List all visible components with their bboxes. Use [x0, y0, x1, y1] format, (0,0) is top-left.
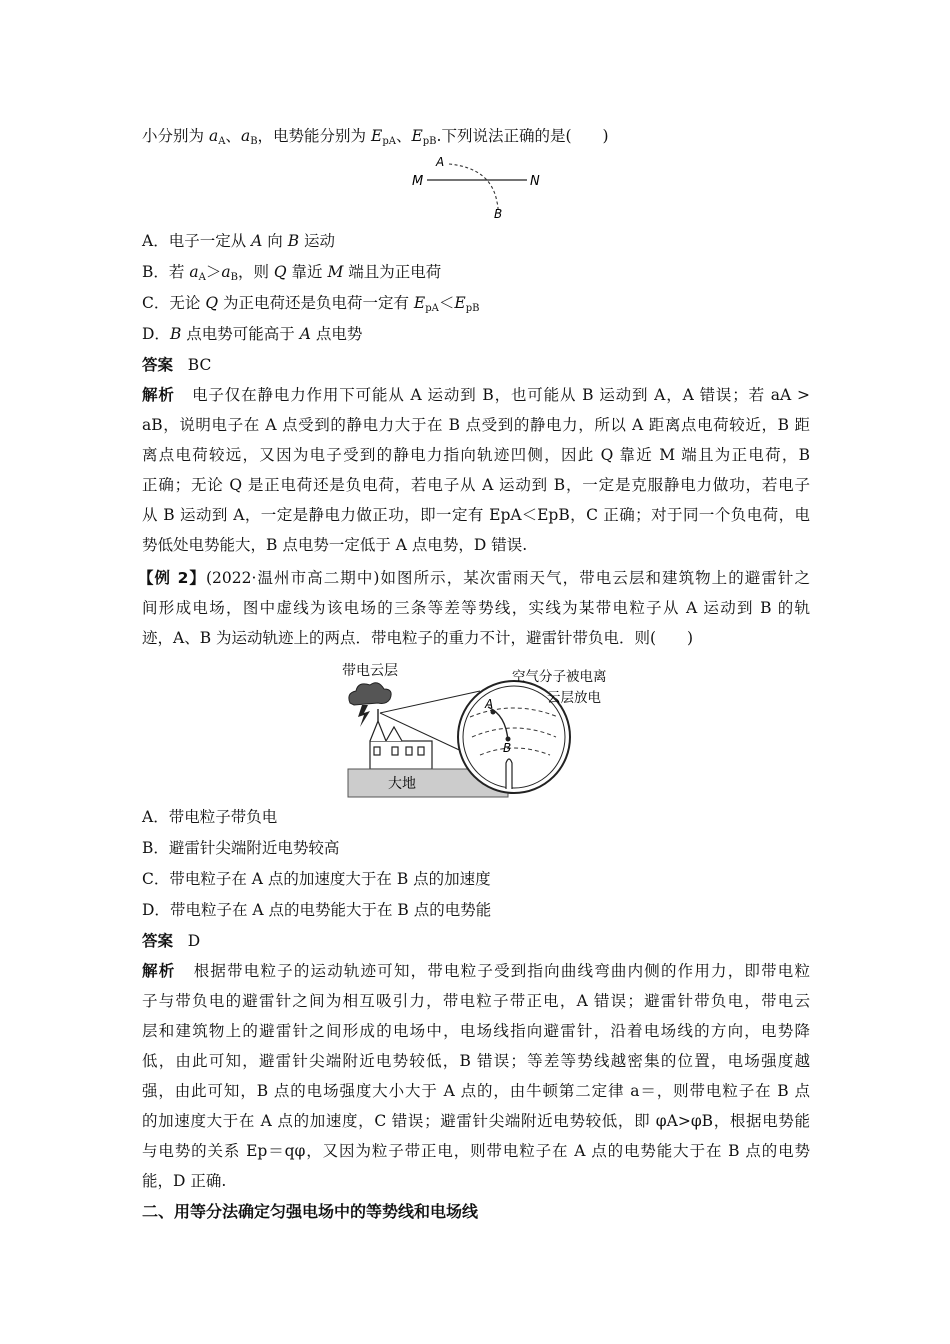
q1-figure	[405, 150, 555, 225]
ex2-option-a: A．带电粒子带负电	[142, 808, 278, 826]
q1-option-a: A．电子一定从 A 向 B 运动	[142, 232, 336, 250]
ex2-stem-line-1: 【例 2】(2022·温州市高二期中)如图所示，某次雷雨天气，带电云层和建筑物上的避雷针之	[138, 569, 810, 587]
ex2-answer: 答案 D	[142, 932, 201, 950]
q1-analysis-line-2: aB，说明电子在 A 点受到的静电力大于在 B 点受到的静电力，所以 A 距离点电荷较近，B 距	[142, 416, 810, 434]
discharge-label: 云层放电	[547, 690, 601, 706]
q1-stem: 小分别为 $a_A$、$a_B$，电势能分别为 $E_{pA}$、$E_{pB}$.下列说法正确的是( )	[142, 127, 609, 147]
q1-analysis-line-3: 离点电荷较远，又因为电子受到的静电力指向轨迹凹侧，因此 Q 靠近 M 端且为正电荷，B	[142, 446, 810, 464]
q1-analysis-line-4: 正确；无论 Q 是正电荷还是负电荷，若电子从 A 运动到 B，一定是克服静电力做功，若电子	[142, 476, 810, 494]
q1-option-d: D．B 点电势可能高于 A 点电势	[142, 325, 363, 343]
ex2-figure	[340, 655, 630, 800]
cloud-label: 带电云层	[342, 663, 398, 679]
ex2-analysis-line-7: 与电势的关系 Ep＝qφ，又因为粒子带正电，则带电粒子在 A 点的电势能大于在 B 点的电势	[142, 1142, 810, 1160]
q1-option-b: B．若 $a_A>a_B$，则 Q 靠近 M 端且为正电荷	[142, 263, 442, 283]
label-A: A	[436, 155, 445, 169]
q1-answer: 答案 BC	[142, 356, 212, 374]
ex2-analysis-line-6: 的加速度大于在 A 点的加速度，C 错误；避雷针尖端附近电势较低，即 φA>φB，根据电势能	[142, 1112, 810, 1130]
ex2-analysis-line-8: 能，D 正确.	[142, 1172, 227, 1190]
section-heading: 二、用等分法确定匀强电场中的等势线和电场线	[142, 1202, 479, 1221]
ex2-option-b: B．避雷针尖端附近电势较高	[142, 839, 340, 857]
ex2-analysis-line-4: 低，由此可知，避雷针尖端附近电势较低，B 错误；等差等势线越密集的位置，电场强度越	[142, 1052, 810, 1070]
house-icon	[370, 721, 432, 769]
ex2-stem-line-2: 间形成电场，图中虚线为该电场的三条等差等势线，实线为某带电粒子从 A 运动到 B 的轨	[142, 599, 810, 617]
label-M: M	[412, 174, 424, 189]
ex2-option-d: D．带电粒子在 A 点的电势能大于在 B 点的电势能	[142, 901, 492, 919]
ground-label: 大地	[388, 776, 416, 792]
label-A: A	[485, 697, 494, 711]
ex2-analysis-line-5: 强，由此可知，B 点的电场强度大小大于 A 点的，由牛顿第二定律 a＝，则带电粒子在 B 点	[142, 1082, 810, 1100]
label-B: B	[494, 207, 503, 221]
label-N: N	[530, 174, 540, 189]
ex2-option-c: C．带电粒子在 A 点的加速度大于在 B 点的加速度	[142, 870, 491, 888]
q1-analysis-line-6: 势低处电势能大，B 点电势一定低于 A 点电势，D 错误.	[142, 536, 528, 554]
lightning-icon	[358, 705, 370, 727]
ex2-analysis-line-2: 子与带负电的避雷针之间为相互吸引力，带电粒子带正电，A 错误；避雷针带负电，带电云	[142, 992, 810, 1010]
ex2-analysis-line-1: 解析 根据带电粒子的运动轨迹可知，带电粒子受到指向曲线弯曲内侧的作用力，即带电粒	[142, 962, 810, 980]
q1-analysis-line-1: 解析 电子仅在静电力作用下可能从 A 运动到 B，也可能从 B 运动到 A，A 错误；若 aA >	[142, 386, 810, 404]
q1-analysis-line-5: 从 B 运动到 A，一定是静电力做正功，即一定有 EpA＜EpB，C 正确；对于同一个负电荷，电	[142, 506, 810, 524]
ex2-stem-line-3: 迹，A、B 为运动轨迹上的两点．带电粒子的重力不计，避雷针带负电．则( )	[142, 629, 694, 647]
q1-option-c: C．无论 Q 为正电荷还是负电荷一定有 $E_{pA}<E_{pB}$	[142, 294, 480, 314]
ex2-label: 【例 2】	[138, 569, 206, 587]
ionized-label: 空气分子被电离	[512, 669, 607, 685]
cloud-icon	[349, 683, 391, 705]
label-B: B	[503, 741, 512, 755]
ex2-analysis-line-3: 层和建筑物上的避雷针之间形成的电场中，电场线指向避雷针，沿着电场线的方向，电势降	[142, 1022, 810, 1040]
